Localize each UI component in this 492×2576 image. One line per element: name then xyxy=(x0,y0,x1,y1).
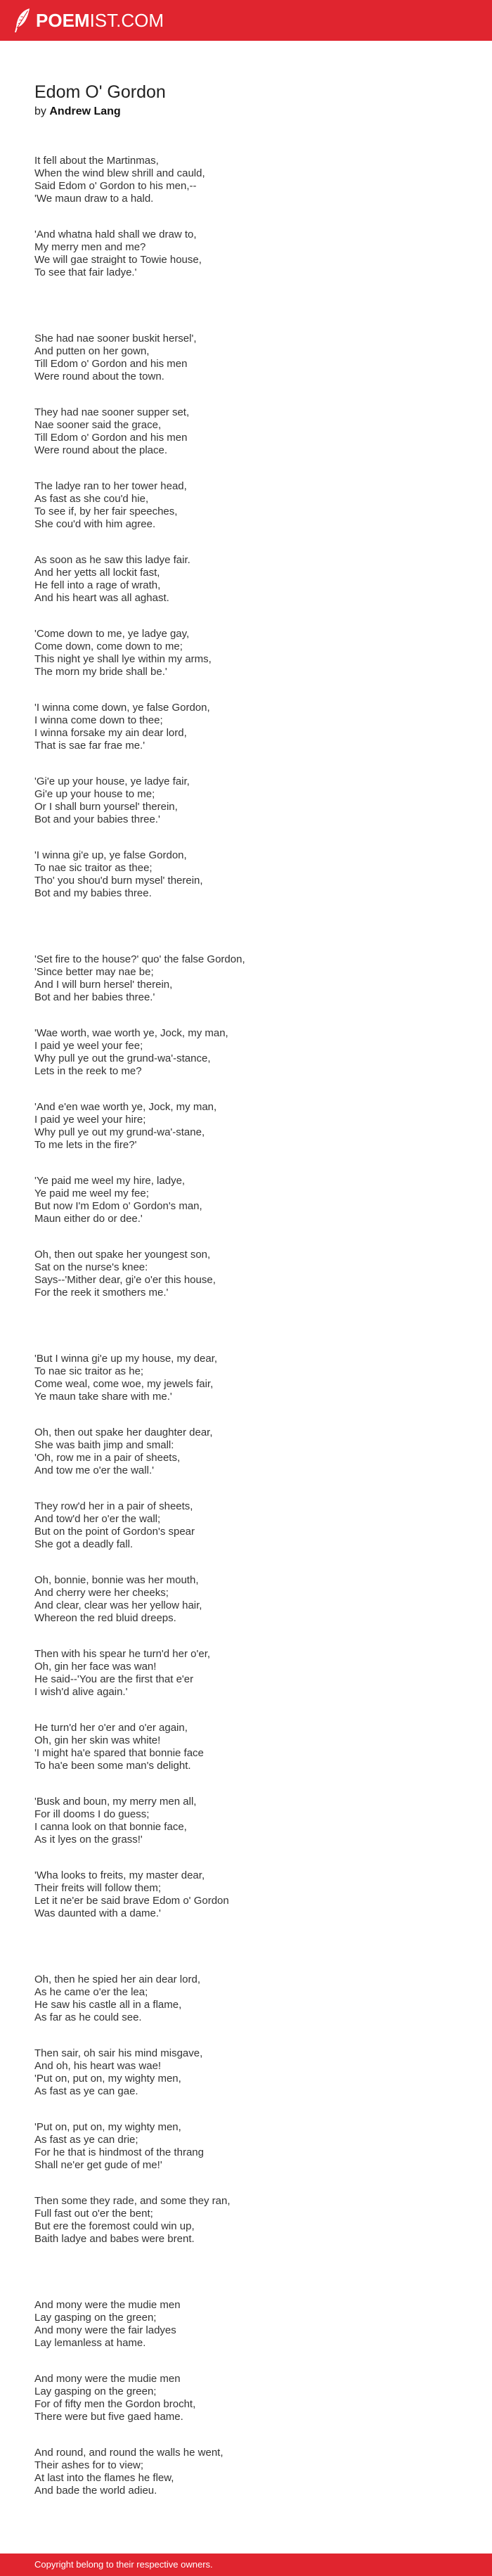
stanza xyxy=(34,2447,458,2497)
poem-line: She got a deadly fall. xyxy=(34,1538,134,1550)
stanza xyxy=(34,333,458,383)
poem-line: Tho' you shou'd burn mysel' therein, xyxy=(34,875,203,887)
poem-line: But ere the foremost could win up, xyxy=(34,2220,195,2232)
poem-section xyxy=(34,2299,458,2497)
poem-line: Why pull ye out my grund-wa'-stane, xyxy=(34,1126,205,1138)
poem-line: For the reek it smothers me.' xyxy=(34,1287,169,1299)
stanza xyxy=(34,775,458,826)
stanza xyxy=(34,953,458,1004)
poem-line: As it lyes on the grass!' xyxy=(34,1834,143,1846)
poem-line: For he that is hindmost of the thrang xyxy=(34,2146,204,2158)
poem-line: Oh, then he spied her ain dear lord, xyxy=(34,1973,200,1985)
poem-line: Oh, gin her face was wan! xyxy=(34,1661,157,1673)
stanza xyxy=(34,1722,458,1772)
stanza xyxy=(34,1648,458,1699)
stanza xyxy=(34,1574,458,1625)
poem-page xyxy=(0,82,492,2497)
poem-line: 'Wae worth, wae worth ye, Jock, my man, xyxy=(34,1027,228,1039)
poem-line: Oh, then out spake her daughter dear, xyxy=(34,1427,213,1438)
poem-line: The ladye ran to her tower head, xyxy=(34,480,187,492)
stanza xyxy=(34,554,458,605)
stanza xyxy=(34,1249,458,1299)
poem-line: I winna come down to thee; xyxy=(34,714,163,726)
poem-line: Come weal, come woe, my jewels fair, xyxy=(34,1378,214,1390)
poem-line: For ill dooms I do guess; xyxy=(34,1808,150,1820)
poem-line: Maun either do or dee.' xyxy=(34,1213,143,1225)
stanza xyxy=(34,2195,458,2246)
poem-line: To see that fair ladye.' xyxy=(34,266,137,278)
poem-line: That is sae far frae me.' xyxy=(34,740,145,752)
poem-line: Were round about the town. xyxy=(34,371,164,382)
poem-line: To ha'e been some man's delight. xyxy=(34,1760,191,1772)
poem-line: Or I shall burn yoursel' therein, xyxy=(34,801,178,813)
poem-line: We will gae straight to Towie house, xyxy=(34,254,202,266)
site-header xyxy=(0,0,492,41)
poem-line: And putten on her gown, xyxy=(34,345,150,357)
stanza xyxy=(34,480,458,531)
poem-line: To nae sic traitor as he; xyxy=(34,1365,144,1377)
poem-line: 'But I winna gi'e up my house, my dear, xyxy=(34,1353,218,1365)
poem-line: When the wind blew shrill and cauld, xyxy=(34,167,205,179)
poem-line: And cherry were her cheeks; xyxy=(34,1587,169,1599)
site-logo-link[interactable] xyxy=(13,8,164,33)
stanza xyxy=(34,2121,458,2172)
stanza xyxy=(34,2373,458,2423)
logo-wordmark xyxy=(36,10,164,31)
poem-line: He saw his castle all in a flame, xyxy=(34,1999,182,2011)
logo-text-light: IST.COM xyxy=(89,10,164,31)
poem-line: Oh, then out spake her youngest son, xyxy=(34,1249,211,1261)
stanza xyxy=(34,1427,458,1477)
poem-line: Bot and your babies three.' xyxy=(34,813,160,825)
poem-line: Their freits will follow them; xyxy=(34,1882,162,1894)
poem-title: Edom O' Gordon xyxy=(34,82,166,102)
poem-line: As far as he could see. xyxy=(34,2011,142,2023)
poem-line: Till Edom o' Gordon and his men xyxy=(34,432,188,444)
poem-line: And her yetts all lockit fast, xyxy=(34,567,160,579)
poem-line: Was daunted with a dame.' xyxy=(34,1907,161,1919)
poem-line: They row'd her in a pair of sheets, xyxy=(34,1500,193,1512)
poem-body xyxy=(34,155,458,2497)
poem-line: 'Put on, put on, my wighty men, xyxy=(34,2121,181,2133)
poem-line: Baith ladye and babes were brent. xyxy=(34,2233,195,2245)
poem-line: And mony were the fair ladyes xyxy=(34,2324,176,2336)
poem-line: And mony were the mudie men xyxy=(34,2373,181,2385)
poem-line: As soon as he saw this ladye fair. xyxy=(34,554,190,566)
stanza xyxy=(34,1353,458,1403)
stanza xyxy=(34,849,458,900)
quill-icon xyxy=(13,8,30,33)
stanza xyxy=(34,628,458,678)
poem-line: As fast as ye can drie; xyxy=(34,2134,138,2146)
poem-byline xyxy=(34,105,458,119)
stanza xyxy=(34,1796,458,1846)
poem-line: 'Ye paid me weel my hire, ladye, xyxy=(34,1175,186,1187)
poem-line: Whereon the red bluid dreeps. xyxy=(34,1612,176,1624)
poem-line: Said Edom o' Gordon to his men,-- xyxy=(34,180,197,192)
poem-line: I paid ye weel your fee; xyxy=(34,1040,143,1052)
poem-line: Gi'e up your house to me; xyxy=(34,788,155,800)
poem-section xyxy=(34,953,458,1299)
poem-line: I canna look on that bonnie face, xyxy=(34,1821,187,1833)
poem-line: Let it ne'er be said brave Edom o' Gordon xyxy=(34,1895,229,1907)
logo-text-bold: POEM xyxy=(36,10,90,31)
stanza xyxy=(34,1973,458,2024)
poem-line: There were but five gaed hame. xyxy=(34,2411,183,2423)
poem-section xyxy=(34,1353,458,1920)
poem-line: Shall ne'er get gude of me!' xyxy=(34,2159,162,2171)
poem-line: 'We maun draw to a hald. xyxy=(34,193,154,205)
poem-line: To see if, by her fair speeches, xyxy=(34,505,178,517)
poem-line: Then with his spear he turn'd her o'er, xyxy=(34,1648,211,1660)
poem-line: But on the point of Gordon's spear xyxy=(34,1526,195,1538)
poem-line: And mony were the mudie men xyxy=(34,2299,181,2311)
poem-line: And bade the world adieu. xyxy=(34,2485,157,2497)
poem-line: Then some they rade, and some they ran, xyxy=(34,2195,231,2207)
poem-line: 'And whatna hald shall we draw to, xyxy=(34,228,197,240)
stanza xyxy=(34,1869,458,1920)
poem-line: Says--'Mither dear, gi'e o'er this house, xyxy=(34,1274,216,1286)
poem-line: Lay gasping on the green; xyxy=(34,2385,157,2397)
poem-line: They had nae sooner supper set, xyxy=(34,406,190,418)
poem-line: 'Set fire to the house?' quo' the false Gordon, xyxy=(34,953,245,965)
poem-line: 'I might ha'e spared that bonnie face xyxy=(34,1747,204,1759)
stanza xyxy=(34,1500,458,1551)
stanza xyxy=(34,228,458,279)
poem-line: I wish'd alive again.' xyxy=(34,1686,128,1698)
poem-line: 'Oh, row me in a pair of sheets, xyxy=(34,1452,181,1464)
poem-line: And his heart was all aghast. xyxy=(34,592,169,604)
poem-line: Till Edom o' Gordon and his men xyxy=(34,358,188,370)
poem-line: 'Busk and boun, my merry men all, xyxy=(34,1796,197,1808)
poem-line: Lay lemanless at hame. xyxy=(34,2337,146,2349)
poem-line: Full fast out o'er the bent; xyxy=(34,2208,153,2220)
poem-line: Were round about the place. xyxy=(34,444,168,456)
stanza xyxy=(34,702,458,752)
poem-line: 'I winna gi'e up, ye false Gordon, xyxy=(34,849,187,861)
poem-line: Bot and her babies three.' xyxy=(34,991,155,1003)
poem-line: Oh, bonnie, bonnie was her mouth, xyxy=(34,1574,199,1586)
poem-line: At last into the flames he flew, xyxy=(34,2472,174,2484)
poem-line: To nae sic traitor as thee; xyxy=(34,862,153,874)
poem-line: It fell about the Martinmas, xyxy=(34,155,159,167)
stanza xyxy=(34,406,458,457)
poem-line: She cou'd with him agree. xyxy=(34,518,156,530)
poem-line: Ye maun take share with me.' xyxy=(34,1391,172,1403)
stanza xyxy=(34,1101,458,1152)
poem-line: And oh, his heart was wae! xyxy=(34,2060,162,2072)
poem-line: And I will burn hersel' therein, xyxy=(34,979,173,991)
poem-line: Lay gasping on the green; xyxy=(34,2312,157,2324)
poem-line: Oh, gin her skin was white! xyxy=(34,1734,161,1746)
poem-section xyxy=(34,333,458,900)
poem-line: Sat on the nurse's knee: xyxy=(34,1261,148,1273)
stanza xyxy=(34,1027,458,1078)
poem-line: 'Gi'e up your house, ye ladye fair, xyxy=(34,775,190,787)
poem-line: 'And e'en wae worth ye, Jock, my man, xyxy=(34,1101,217,1113)
poem-line: I paid ye weel your hire; xyxy=(34,1114,146,1126)
stanza xyxy=(34,2047,458,2098)
poem-line: For of fifty men the Gordon brocht, xyxy=(34,2398,196,2410)
poem-line: He turn'd her o'er and o'er again, xyxy=(34,1722,188,1734)
poem-line: He said--'You are the first that e'er xyxy=(34,1673,194,1685)
poem-line: Why pull ye out the grund-wa'-stance, xyxy=(34,1052,211,1064)
poem-line: As fast as she cou'd hie, xyxy=(34,493,149,505)
poem-line: She was baith jimp and small: xyxy=(34,1439,174,1451)
poem-line: And round, and round the walls he went, xyxy=(34,2447,224,2459)
poem-line: Lets in the reek to me? xyxy=(34,1065,142,1077)
site-footer xyxy=(0,2554,492,2576)
poem-line: Bot and my babies three. xyxy=(34,887,152,899)
poem-line: And tow'd her o'er the wall; xyxy=(34,1513,161,1525)
poem-line: 'I winna come down, ye false Gordon, xyxy=(34,702,210,714)
poem-line: 'Put on, put on, my wighty men, xyxy=(34,2073,181,2085)
poem-line: 'Wha looks to freits, my master dear, xyxy=(34,1869,205,1881)
poem-line: To me lets in the fire?' xyxy=(34,1139,137,1151)
by-label: by xyxy=(34,105,46,117)
poem-line: 'Come down to me, ye ladye gay, xyxy=(34,628,190,640)
poem-line: And tow me o'er the wall.' xyxy=(34,1464,154,1476)
poem-section xyxy=(34,155,458,279)
poem-line: 'Since better may nae be; xyxy=(34,966,154,978)
copyright-text: Copyright belong to their respective owners. xyxy=(34,2559,213,2570)
poem-line: The morn my bride shall be.' xyxy=(34,666,167,678)
stanza xyxy=(34,1175,458,1225)
poem-line: As he came o'er the lea; xyxy=(34,1986,148,1998)
poem-line: Ye paid me weel my fee; xyxy=(34,1187,149,1199)
poem-line: My merry men and me? xyxy=(34,241,146,253)
poem-section xyxy=(34,1973,458,2246)
poem-line: I winna forsake my ain dear lord, xyxy=(34,727,187,739)
poem-line: This night ye shall lye within my arms, xyxy=(34,653,212,665)
poem-line: And clear, clear was her yellow hair, xyxy=(34,1599,202,1611)
poem-line: As fast as ye can gae. xyxy=(34,2085,138,2097)
poem-line: He fell into a rage of wrath, xyxy=(34,579,161,591)
poem-line: Come down, come down to me; xyxy=(34,640,183,652)
stanza xyxy=(34,155,458,205)
poem-line: She had nae sooner buskit hersel', xyxy=(34,333,197,344)
poem-line: But now I'm Edom o' Gordon's man, xyxy=(34,1200,202,1212)
poem-line: Then sair, oh sair his mind misgave, xyxy=(34,2047,203,2059)
author-link[interactable]: Andrew Lang xyxy=(49,105,121,117)
stanza xyxy=(34,2299,458,2350)
poem-line: Nae sooner said the grace, xyxy=(34,419,162,431)
poem-line: Their ashes for to view; xyxy=(34,2459,144,2471)
